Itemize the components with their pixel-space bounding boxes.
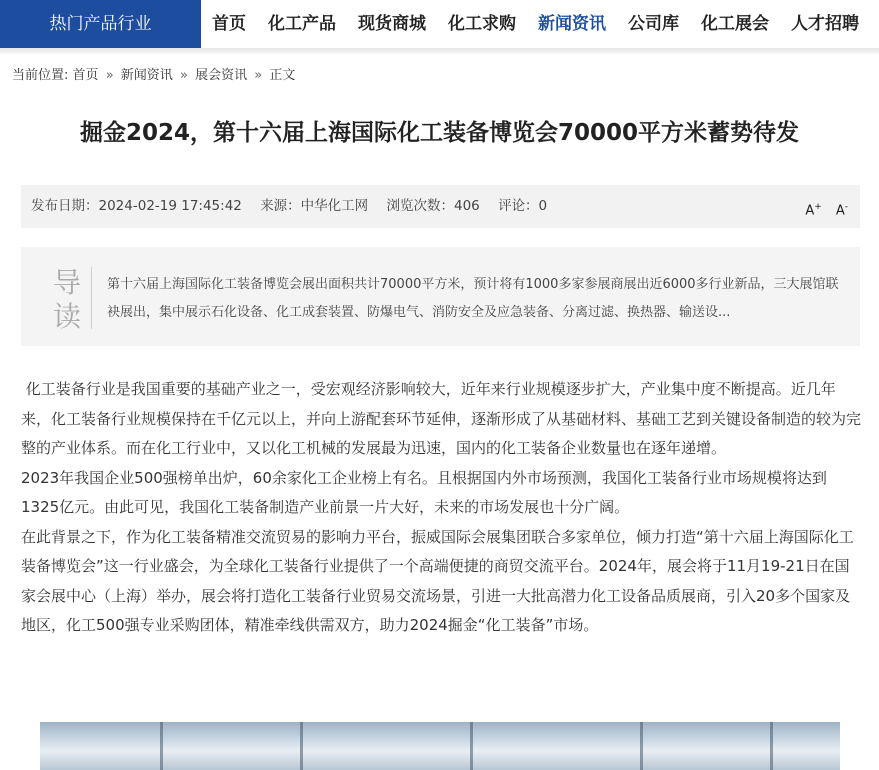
image-beam [770,722,773,770]
nav-item-companies[interactable]: 公司库 [628,14,679,34]
summary-text: 第十六届上海国际化工装备博览会展出面积共计70000平方米，预计将有1000多家参展商展出近6000多行业新品，三大展馆联袂展出，集中展示石化设备、化工成套装置、防爆电气、消防安全及应急装备、分离过滤、换热器、输送设... [107,277,839,320]
breadcrumb-current: 正文 [269,68,296,83]
breadcrumb-separator: » [179,68,188,83]
breadcrumb [12,64,295,83]
image-beam [160,722,163,770]
font-increase-button[interactable] [805,197,821,221]
image-beam [640,722,643,770]
meta-info [31,185,561,228]
font-size-controls [805,197,848,221]
publish-date: 发布日期：2024-02-19 17:45:42 [31,198,242,214]
body-paragraph: 在此背景之下，作为化工装备精准交流贸易的影响力平台，振威国际会展集团联合多家单位，倾力打造“第十六届上海国际化工装备博览会”这一行业盛会，为全球化工装备行业提供了一个高端便捷的商贸交流平台。2024年，展会将于11月19-21日在国家会展中心（上海）举办，展会将打造化工装备行业贸易交流场景，引进一大批高潜力化工设备品质展商，引入20多个国家及地区，化工500强专业采购团体，精准牵线供需双方，助力2024掘金“化工装备”市场。 [21,527,854,634]
summary-label: 导读 [52,266,81,333]
hot-category-button[interactable]: 热门产品行业 [0,0,201,48]
nav-divider [0,48,879,54]
font-increase-label: A [805,203,815,219]
font-decrease-label: A [835,203,845,219]
article-body [21,375,861,641]
nav-item-exhibitions[interactable]: 化工展会 [701,14,769,34]
nav-item-jobs[interactable]: 人才招聘 [791,14,859,34]
view-count: 浏览次数：406 [386,198,480,214]
article-source: 来源：中华化工网 [260,198,369,214]
nav-item-products[interactable]: 化工产品 [268,14,336,34]
breadcrumb-home[interactable]: 首页 [72,68,99,83]
top-nav [0,0,879,48]
nav-menu [201,0,870,48]
plus-icon: + [814,202,822,212]
article-meta-bar [21,185,860,228]
image-beam [470,722,473,770]
breadcrumb-separator: » [254,68,263,83]
exhibition-hall-image [40,722,840,770]
nav-item-home[interactable]: 首页 [212,14,246,34]
nav-item-news[interactable]: 新闻资讯 [538,14,606,34]
summary-divider [91,267,92,329]
image-beam [300,722,303,770]
nav-item-purchase[interactable]: 化工求购 [448,14,516,34]
body-paragraph: 2023年我国企业500强榜单出炉，60余家化工企业榜上有名。且根据国内外市场预测，我国化工装备行业市场规模将达到1325亿元。由此可见，我国化工装备制造产业前景一片大好，未来的市场发展也十分广阔。 [21,468,827,516]
breadcrumb-separator: » [105,68,114,83]
nav-item-spot-mall[interactable]: 现货商城 [358,14,426,34]
article-title: 掘金2024，第十六届上海国际化工装备博览会70000平方米蓄势待发 [79,120,800,146]
body-paragraph: 化工装备行业是我国重要的基础产业之一，受宏观经济影响较大，近年来行业规模逐步扩大，产业集中度不断提高。近几年来，化工装备行业规模保持在千亿元以上，并向上游配套环节延伸，逐渐形成了从基础材料、基础工艺到关键设备制造的较为完整的产业体系。而在化工行业中，又以化工机械的发展最为迅速，国内的化工装备企业数量也在逐年递增。 [21,380,862,457]
breadcrumb-prefix: 当前位置: [12,68,69,83]
comment-count: 评论：0 [498,198,548,214]
breadcrumb-exhibition-news[interactable]: 展会资讯 [195,68,248,83]
breadcrumb-news[interactable]: 新闻资讯 [120,68,173,83]
article-summary [21,247,860,346]
font-decrease-button[interactable] [836,197,848,221]
minus-icon: - [844,202,848,212]
